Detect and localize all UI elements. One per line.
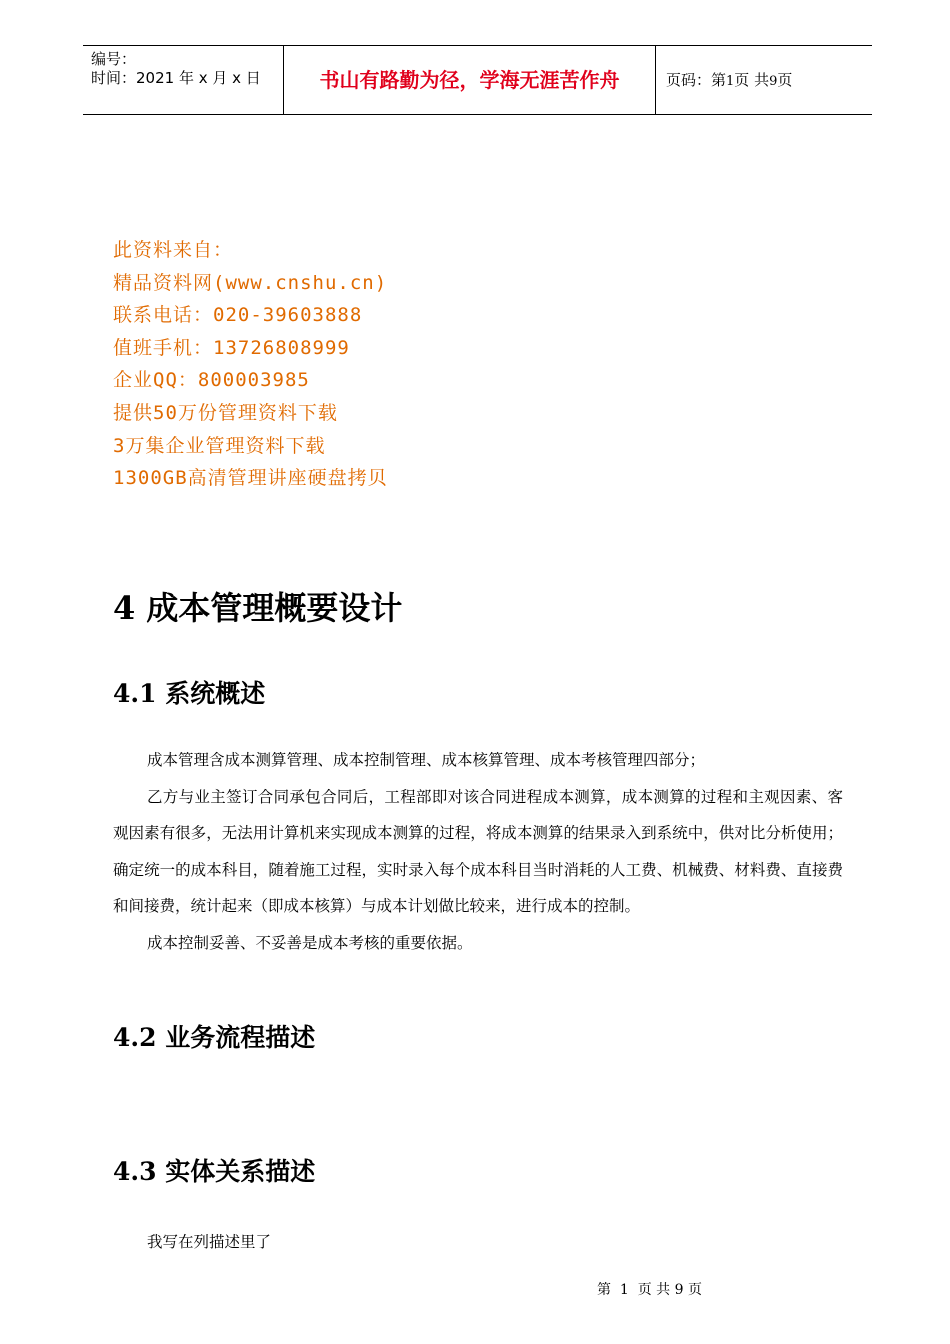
header-divider-right (655, 46, 656, 114)
source-line: 1300GB高清管理讲座硬盘拷贝 (113, 467, 388, 490)
chapter-title: 4 成本管理概要设计 (113, 589, 403, 627)
header-page-info (666, 70, 792, 92)
page-footer: 第 1 页 共 9 页 (597, 1282, 702, 1298)
source-line: 3万集企业管理资料下载 (113, 434, 326, 457)
page-mid: 页 共 (734, 71, 770, 89)
document-number-label: 编号： (91, 50, 137, 68)
document-time-label: 时间：2021 年 x 月 x 日 (91, 69, 261, 87)
paragraph: 我写在列描述里了 (147, 1233, 272, 1251)
page-prefix: 页码：第 (666, 71, 727, 89)
header-meta (91, 50, 261, 88)
section-title-overview: 4.1 系统概述 (113, 679, 266, 708)
paragraph: 成本管理含成本测算管理、成本控制管理、成本核算管理、成本考核管理四部分； (147, 751, 706, 769)
source-phone-line: 联系电话：020-39603888 (113, 304, 363, 327)
section-title-business-flow: 4.2 业务流程描述 (113, 1023, 316, 1052)
source-line: 提供50万份管理资料下载 (113, 401, 338, 424)
page-suffix: 页 (777, 71, 793, 89)
paragraph: 乙方与业主签订合同承包合同后，工程部即对该合同进程成本测算，成本测算的过程和主观因素、客观因素有很多，无法用计算机来实现成本测算的过程，将成本测算的结果录入到系统中，供对比分析使用；确定统一的成本科目，随着施工过程，实时录入每个成本科目当时消耗的人工费、机械费、材料费、直接费和间接费，统计起来（即成本核算）与成本计划做比较来，进行成本的控制。 (113, 787, 843, 915)
paragraph: 成本控制妥善、不妥善是成本考核的重要依据。 (147, 933, 473, 952)
source-line: 此资料来自： (113, 239, 234, 261)
page-current: 1 (726, 74, 735, 89)
section-entity-relation-body (113, 1224, 843, 1261)
source-info-block (113, 234, 388, 495)
header-motto: 书山有路勤为径，学海无涯苦作舟 (319, 68, 620, 92)
source-website-line: 精品资料网(www.cnshu.cn) (113, 271, 388, 294)
page-header (83, 45, 872, 115)
source-qq-line: 企业QQ：800003985 (113, 369, 310, 392)
page-total: 9 (769, 74, 778, 89)
source-mobile-line: 值班手机：13726808999 (113, 336, 350, 359)
section-title-entity-relation: 4.3 实体关系描述 (113, 1157, 316, 1186)
section-overview-body (113, 742, 843, 961)
